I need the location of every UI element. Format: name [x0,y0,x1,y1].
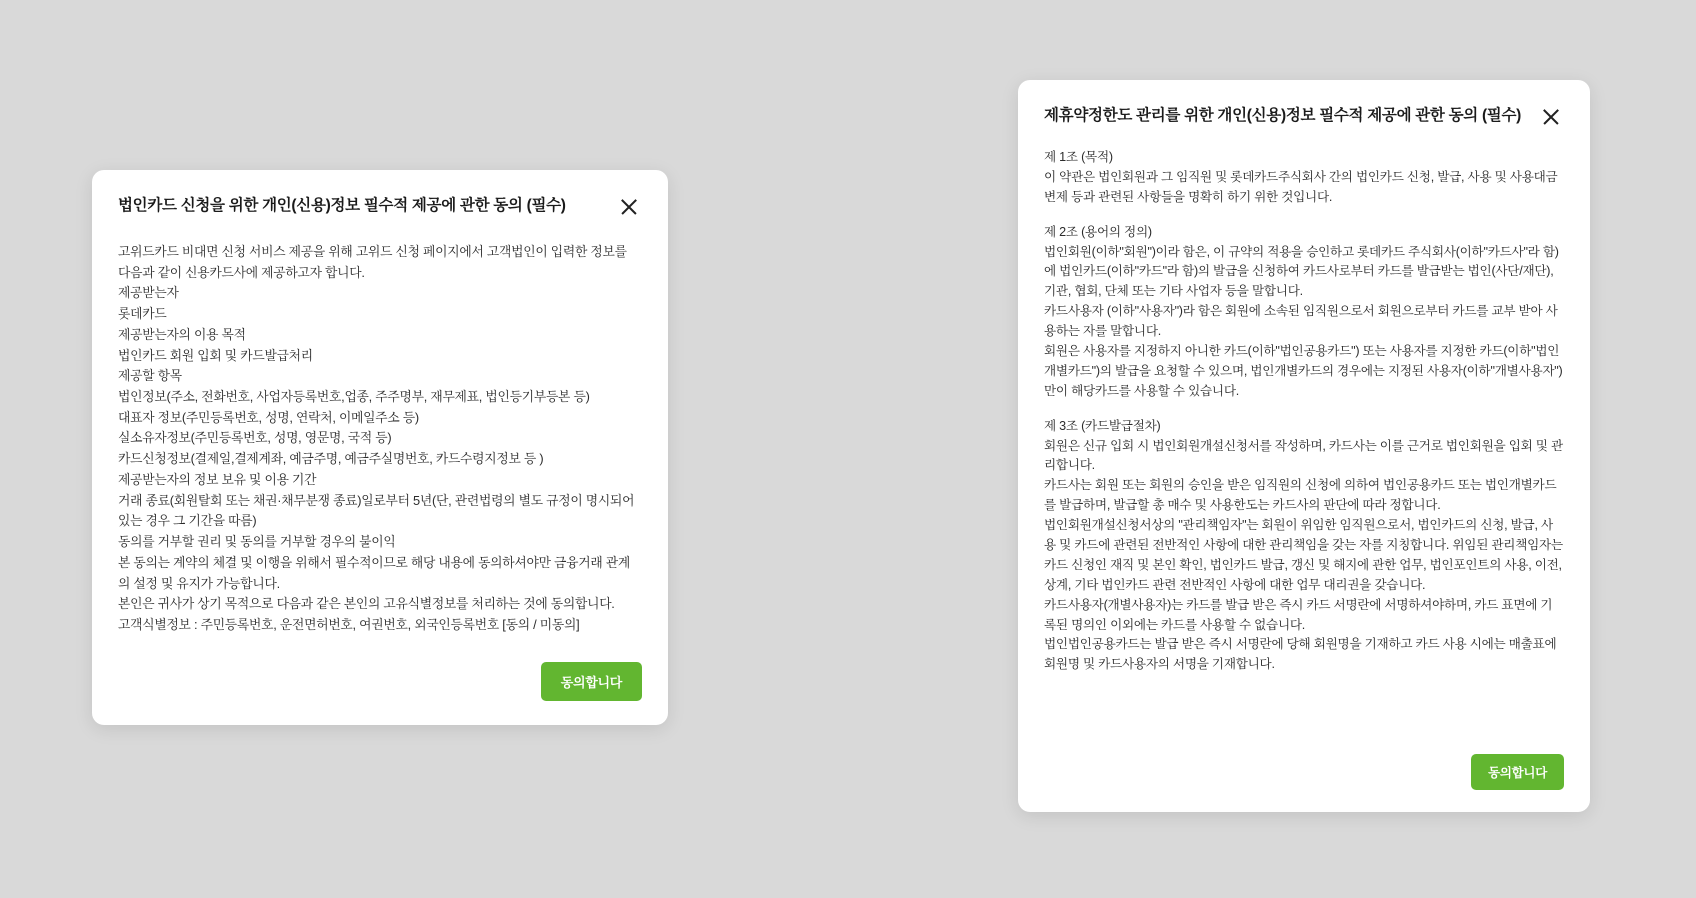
partnership-limit-consent-dialog [1018,80,1590,812]
close-icon[interactable] [616,194,642,220]
dialog-footer [1471,754,1564,790]
dialog-header [118,196,642,220]
consent-paragraph: 롯데카드 [118,306,167,322]
consent-paragraph: 고객식별정보 : 주민등록번호, 운전면허번호, 여권번호, 외국인등록번호 [동의 / 미동의] [118,616,580,632]
dialog-body [1044,148,1564,675]
consent-paragraph: 거래 종료(회원탈회 또는 채권·채무분쟁 종료)일로부터 5년(단, 관련법령의 별도 규정이 명시되어있는 경우 그 기간을 따름) [118,492,635,529]
consent-paragraph: 법인정보(주소, 전화번호, 사업자등록번호,업종, 주주명부, 재무제표, 법인등기부등본 등) [118,389,590,405]
consent-paragraph: 실소유자정보(주민등록번호, 성명, 영문명, 국적 등) [118,430,392,446]
section-paragraph: 법인법인공용카드는 발급 받은 즉시 서명란에 당해 회원명을 기재하고 카드 사용 시에는 매출표에 회원명 및 카드사용자의 서명을 기재합니다. [1044,637,1557,672]
agree-button[interactable]: 동의합니다 [541,662,642,701]
consent-paragraph: 제공받는자의 이용 목적 [118,326,246,342]
consent-paragraph: 고위드카드 비대면 신청 서비스 제공을 위해 고위드 신청 페이지에서 고객법인이 입력한 정보를 다음과 같이 신용카드사에 제공하고자 합니다. [118,244,627,280]
consent-paragraph: 제공받는자의 정보 보유 및 이용 기간 [118,471,317,487]
section-heading: 제 3조 (카드발급절차) [1044,418,1161,433]
dialog-body [118,242,642,636]
dialog-title: 법인카드 신청을 위한 개인(신용)정보 필수적 제공에 관한 동의 (필수) [118,197,566,214]
consent-paragraph: 대표자 정보(주민등록번호, 성명, 연락처, 이메일주소 등) [118,409,419,425]
consent-paragraph: 본 동의는 계약의 체결 및 이행을 위해서 필수적이므로 해당 내용에 동의하셔야만 금융거래 관계의 설정 및 유지가 가능합니다. [118,554,631,591]
consent-paragraph: 동의를 거부할 권리 및 동의를 거부할 경우의 불이익 [118,534,396,550]
section-paragraph: 이 약관은 법인회원과 그 임직원 및 롯데카드주식회사 간의 법인카드 신청, 발급, 사용 및 사용대금 변제 등과 관련된 사항들을 명확히 하기 위한 것입니다. [1044,169,1558,204]
consent-paragraph: 본인은 귀사가 상기 목적으로 다음과 같은 본인의 고유식별정보를 처리하는 것에 동의합니다. [118,596,615,612]
consent-paragraph: 카드신청정보(결제일,결제계좌, 예금주명, 예금주실명번호, 카드수령지정보 등 ) [118,451,544,467]
dialog-footer [541,662,642,701]
section-paragraph: 카드사는 회원 또는 회원의 승인을 받은 임직원의 신청에 의하여 법인공용카드 또는 법인개별카드를 발급하며, 발급할 총 매수 및 사용한도는 카드사의 판단에 따라 정합니다. [1044,478,1557,513]
agree-button[interactable]: 동의합니다 [1471,754,1564,790]
close-icon[interactable] [1538,104,1564,130]
section-paragraph: 법인회원개설신청서상의 "관리책임자"는 회원이 위임한 임직원으로서, 법인카드의 신청, 발급, 사용 및 카드에 관련된 전반적인 사항에 대한 관리책임을 갖는 자를 지칭합니다. 위임된 관리책임자는 카드 신청인 재직 및 본인 확인, 법인카드 발급, 갱신 및 해지에 관한 업무, 법인포인트의 사용, 이전, 상계, 기타 법인카드 관련 전반적인 사항에 대한 업무 대리권을 갖습니다. [1044,518,1563,592]
section-heading: 제 2조 (용어의 정의) [1044,224,1152,239]
section-heading: 제 1조 (목적) [1044,150,1113,164]
dialog-header [1044,106,1564,130]
consent-paragraph: 법인카드 회원 입회 및 카드발급처리 [118,347,313,363]
section-paragraph: 카드사용자 (이하"사용자")라 함은 회원에 소속된 임직원으로서 회원으로부터 카드를 교부 받아 사용하는 자를 말합니다. [1044,304,1558,339]
section-paragraph: 회원은 사용자를 지정하지 아니한 카드(이하"법인공용카드") 또는 사용자를 지정한 카드(이하"법인 개별카드")의 발급을 요청할 수 있으며, 법인개별카드의 경우에는 지정된 사용자(이하"개별사용자") 만이 해당카드를 사용할 수 있습니다. [1044,344,1563,398]
dialog-title: 제휴약정한도 관리를 위한 개인(신용)정보 필수적 제공에 관한 동의 (필수) [1044,107,1522,124]
section-paragraph: 카드사용자(개별사용자)는 카드를 발급 받은 즉시 카드 서명란에 서명하셔야하며, 카드 표면에 기록된 명의인 이외에는 카드를 사용할 수 없습니다. [1044,597,1553,632]
section-paragraph: 법인회원(이하"회원")이라 함은, 이 규약의 적용을 승인하고 롯데카드 주식회사(이하"카드사"라 함)에 법인카드(이하"카드"라 함)의 발급을 신청하여 카드사로부터 카드를 발급받는 법인(사단/재단), 기관, 협회, 단체 또는 기타 사업자 등을 말합니다. [1044,244,1559,299]
consent-paragraph: 제공할 항목 [118,368,182,384]
consent-paragraph: 제공받는자 [118,285,179,301]
corporate-card-consent-dialog [92,170,668,725]
section-paragraph: 회원은 신규 입회 시 법인회원개설신청서를 작성하며, 카드사는 이를 근거로 법인회원을 입회 및 관리합니다. [1044,438,1563,473]
